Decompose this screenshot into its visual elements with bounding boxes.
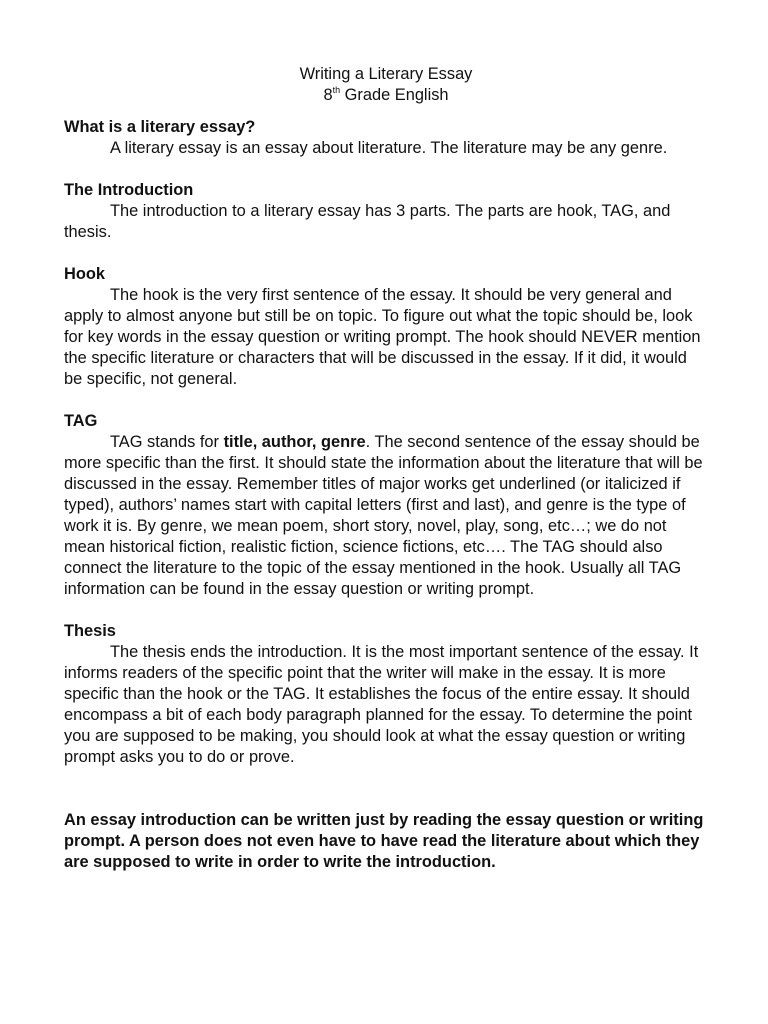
document-page	[64, 64, 708, 873]
subtitle-rest: Grade English	[340, 86, 449, 104]
section-heading: Thesis	[64, 622, 116, 640]
closing-statement: An essay introduction can be written just by reading the essay question or writing prompt. A person does not even have to have read the literature about which they are supposed to write in order to write the introduction.	[64, 811, 704, 871]
grade-number: 8	[323, 86, 333, 104]
section-paragraph: The thesis ends the introduction. It is the most important sentence of the essay. It informs readers of the specific point that the writer will make in the essay. It is more specific than the hook or the TAG. It establishes the focus of the entire essay. It should encompass a bit of each body paragraph planned for the essay. To determine the point you are supposed to be making, you should look at what the essay question or writing prompt asks you to do or prove.	[64, 643, 699, 766]
grade-suffix: th	[332, 84, 341, 95]
section-what-is	[64, 117, 708, 159]
tag-bold-text: title, author, genre	[223, 433, 366, 451]
section-heading: TAG	[64, 412, 98, 430]
tag-text-before: TAG stands for	[110, 433, 224, 451]
section-tag	[64, 411, 708, 600]
section-heading: Hook	[64, 265, 105, 283]
document-subtitle	[64, 85, 708, 106]
section-hook	[64, 264, 708, 390]
section-introduction	[64, 180, 708, 243]
section-heading: The Introduction	[64, 181, 194, 199]
section-paragraph	[64, 432, 708, 600]
tag-text-after: . The second sentence of the essay should be more specific than the first. It should state the information about the literature that will be discussed in the essay. Remember titles of major works get underlined (or italicized if typed), authors’ names start with capital letters (first and last), and genre is the type of work it is. By genre, we mean poem, short story, novel, play, song, etc…; we do not mean historical fiction, realistic fiction, science fictions, etc…. The TAG should also connect the literature to the topic of the essay mentioned in the hook. Usually all TAG information can be found in the essay question or writing prompt.	[64, 433, 703, 598]
document-title: Writing a Literary Essay	[299, 65, 473, 83]
section-heading: What is a literary essay?	[64, 118, 256, 136]
section-paragraph: The hook is the very first sentence of the essay. It should be very general and apply to almost anyone but still be on topic. To figure out what the topic should be, look for key words in the essay question or writing prompt. The hook should NEVER mention the specific literature or characters that will be discussed in the essay. If it did, it would be specific, not general.	[64, 286, 701, 388]
title-block	[64, 64, 708, 106]
section-paragraph: A literary essay is an essay about literature. The literature may be any genre.	[110, 139, 668, 157]
section-paragraph: The introduction to a literary essay has 3 parts. The parts are hook, TAG, and thesis.	[64, 202, 671, 241]
section-thesis	[64, 621, 708, 768]
